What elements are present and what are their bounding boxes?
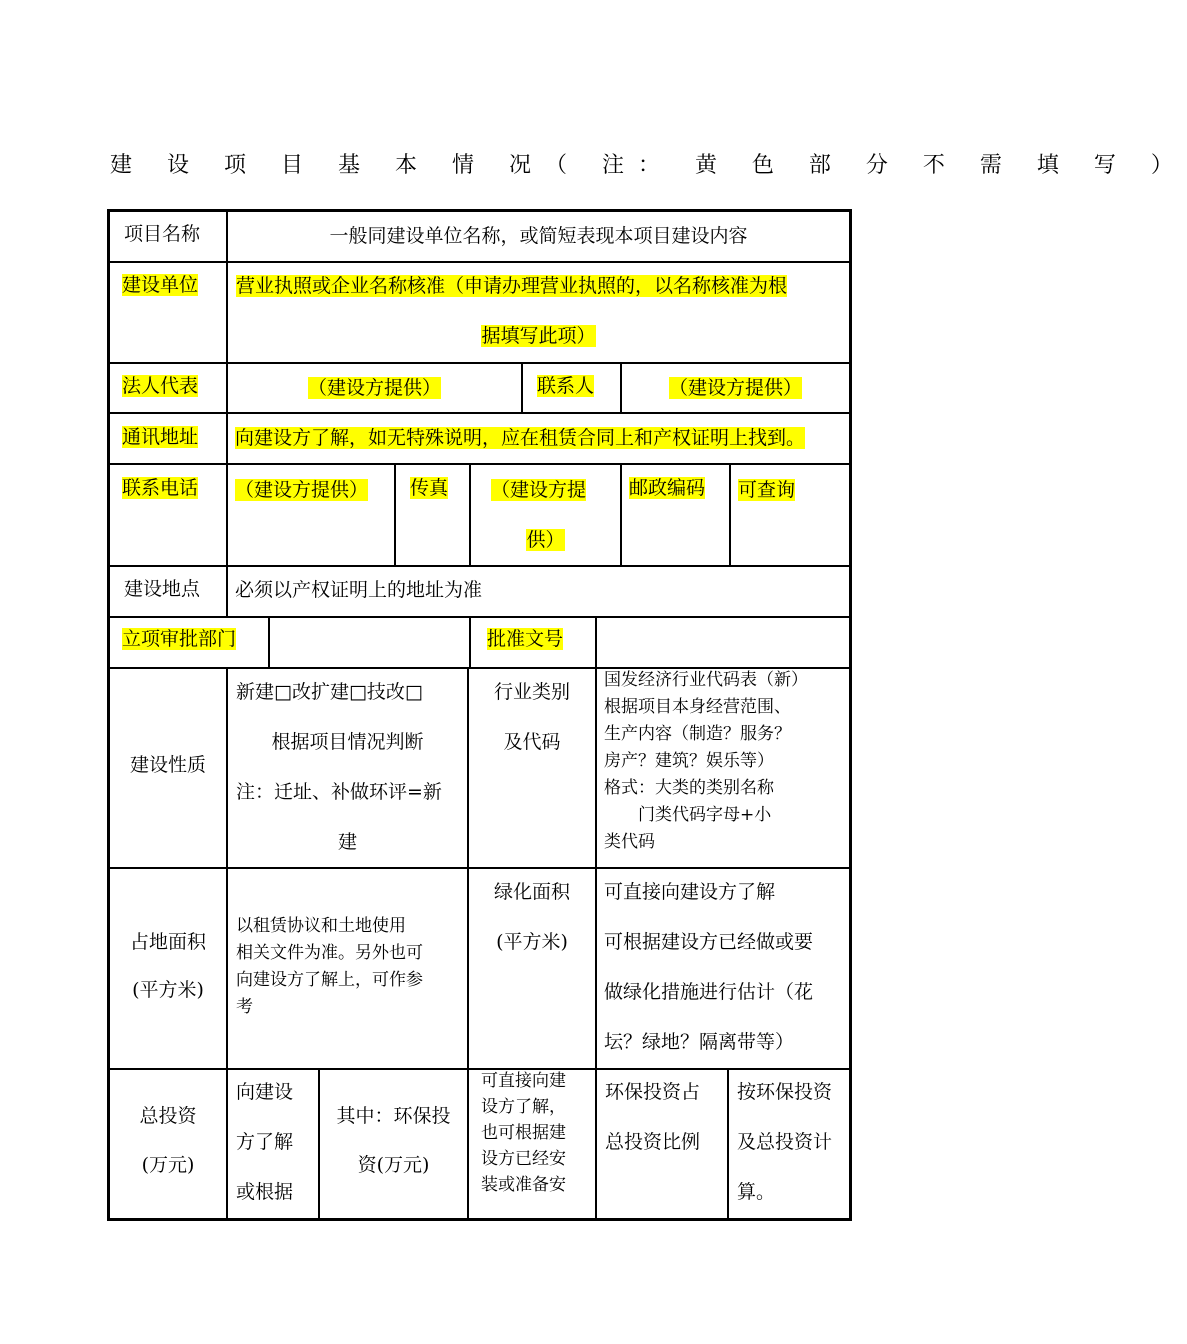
env-ratio-label-line: 总投资比例: [605, 1131, 701, 1153]
industry-line: 类代码: [604, 832, 655, 852]
legal-rep-value: （建设方提供）: [307, 377, 441, 399]
industry-line: 房产？建筑？娱乐等）: [604, 751, 774, 771]
land-area-line: 相关文件为准。另外也可: [236, 943, 423, 963]
location-value: 必须以产权证明上的地址为准: [235, 579, 483, 601]
env-investment-line: 可直接向建: [481, 1071, 566, 1091]
env-investment-line: 也可根据建: [481, 1123, 566, 1143]
address-label: 通讯地址: [122, 426, 199, 448]
investment-line: 方了解: [236, 1131, 294, 1153]
construction-unit-label: 建设单位: [122, 274, 199, 296]
env-ratio-value-line: 算。: [737, 1181, 776, 1203]
contact-value: （建设方提供）: [668, 377, 802, 399]
construction-unit-value-line2: 据填写此项）: [481, 325, 596, 347]
postcode-label: 邮政编码: [629, 477, 706, 499]
env-ratio-value-line: 按环保投资: [737, 1081, 833, 1103]
investment-line: 向建设: [236, 1081, 294, 1103]
land-area-line: 以租赁协议和土地使用: [236, 916, 406, 936]
investment-value: [236, 1080, 293, 1205]
green-area-line: 做绿化措施进行估计（花: [604, 981, 814, 1003]
industry-line: 国发经济行业代码表（新）: [604, 670, 808, 690]
nature-options: 新建□改扩建□技改□: [236, 681, 423, 703]
green-area-line: 可直接向建设方了解: [604, 881, 776, 903]
approval-dept-label: 立项审批部门: [122, 628, 237, 650]
project-name-value: 一般同建设单位名称，或简短表现本项目建设内容: [329, 225, 748, 247]
nature-label: 建设性质: [129, 754, 206, 776]
env-ratio-label: [605, 1080, 700, 1155]
address-value: 向建设方了解，如无特殊说明，应在租赁合同上和产权证明上找到。: [235, 427, 806, 449]
industry-line: 门类代码字母+小: [604, 805, 772, 825]
env-investment-line: 设方已经安: [481, 1149, 566, 1169]
env-ratio-label-line: 环保投资占: [605, 1081, 701, 1103]
investment-line: 或根据: [236, 1181, 294, 1203]
industry-label-line1: 行业类别: [493, 681, 570, 703]
contact-label: 联系人: [537, 375, 595, 397]
green-area-line: 可根据建设方已经做或要: [604, 931, 814, 953]
green-area-line: 坛？绿地？隔离带等）: [604, 1031, 795, 1053]
phone-value: （建设方提供）: [235, 479, 369, 501]
env-investment-line: 装或准备安: [481, 1175, 566, 1195]
construction-unit-value-line1: 营业执照或企业名称核准（申请办理营业执照的，以名称核准为根: [236, 275, 788, 297]
land-area-line: 考: [236, 997, 253, 1017]
page-title: 建 设 项 目 基 本 情 况（ 注： 黄 色 部 分 不 需 填 写 ）: [110, 153, 1187, 178]
env-investment-label-line1: 其中：环保投: [336, 1105, 451, 1127]
industry-line: 生产内容（制造？服务？: [604, 724, 791, 744]
postcode-value: 可查询: [738, 479, 796, 501]
green-area-label-line2: (平方米): [496, 931, 568, 953]
investment-label-line1: 总投资: [139, 1105, 197, 1127]
land-area-line: 向建设方了解上，可作参: [236, 970, 423, 990]
fax-value-line1: （建设方提: [491, 479, 587, 501]
industry-line: 格式：大类的类别名称: [604, 778, 774, 798]
env-investment-line: 设方了解，: [481, 1097, 566, 1117]
investment-label-line2: (万元): [141, 1154, 195, 1176]
industry-code-note: [604, 667, 849, 856]
land-area-label-line2: (平方米): [132, 979, 204, 1001]
fax-value-line2: 供）: [526, 529, 565, 551]
land-area-value: [236, 913, 464, 1021]
industry-label-line2: 及代码: [503, 731, 561, 753]
env-investment-value: [481, 1068, 593, 1198]
nature-note2-line2: 建: [337, 831, 357, 853]
nature-note: 根据项目情况判断: [271, 731, 424, 753]
env-ratio-value-line: 及总投资计: [737, 1131, 833, 1153]
industry-line: 根据项目本身经营范围、: [604, 697, 791, 717]
approval-doc-label: 批准文号: [487, 628, 564, 650]
nature-note2-line1: 注：迁址、补做环评=新: [236, 781, 442, 803]
legal-rep-label: 法人代表: [122, 375, 199, 397]
green-area-label-line1: 绿化面积: [493, 881, 570, 903]
env-ratio-value: [737, 1080, 832, 1205]
phone-label: 联系电话: [122, 477, 199, 499]
land-area-label-line1: 占地面积: [129, 931, 206, 953]
green-area-value: [604, 880, 849, 1055]
location-label: 建设地点: [124, 578, 201, 600]
fax-label: 传真: [410, 477, 449, 499]
project-name-label: 项目名称: [124, 223, 201, 245]
env-investment-label-line2: 资(万元): [357, 1154, 430, 1176]
